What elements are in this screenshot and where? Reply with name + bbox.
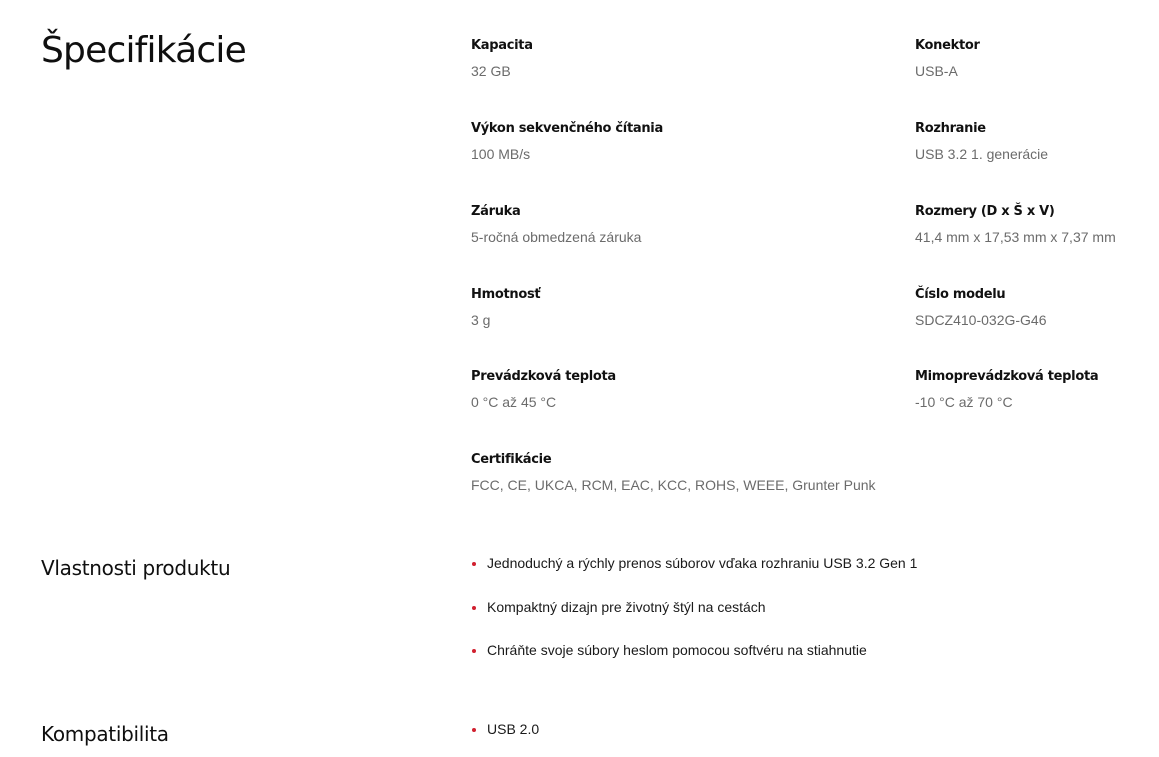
spec-interface — [915, 121, 1155, 163]
spec-model-number — [915, 287, 1155, 329]
spec-value: 100 MB/s — [471, 146, 531, 162]
spec-value: 5-ročná obmedzená záruka — [471, 229, 642, 245]
features-title: Vlastnosti produktu — [41, 556, 231, 580]
spec-label: Rozhranie — [915, 121, 986, 136]
bullet-dot-icon — [472, 606, 476, 610]
spec-label: Mimoprevádzková teplota — [915, 369, 1099, 384]
spec-operating-temp — [471, 369, 891, 411]
spec-value: USB 3.2 1. generácie — [915, 146, 1049, 162]
bullet-dot-icon — [472, 728, 476, 732]
spec-value: FCC, CE, UKCA, RCM, EAC, KCC, ROHS, WEEE, Grunter Punk — [471, 477, 876, 493]
list-item-text: Kompaktný dizajn pre životný štýl na cestách — [487, 598, 766, 615]
spec-label: Prevádzková teplota — [471, 369, 616, 384]
list-item-text: USB 2.0 — [487, 721, 540, 737]
features-list — [471, 555, 917, 686]
spec-label: Kapacita — [471, 38, 533, 53]
spec-value: SDCZ410-032G-G46 — [915, 312, 1047, 328]
spec-weight — [471, 287, 891, 329]
spec-label: Číslo modelu — [915, 287, 1006, 302]
bullet-dot-icon — [472, 649, 476, 653]
spec-label: Záruka — [471, 204, 521, 219]
compatibility-list — [471, 721, 539, 738]
list-item — [471, 555, 917, 572]
list-item-text: Chráňte svoje súbory heslom pomocou softvéru na stiahnutie — [487, 642, 867, 658]
spec-dimensions — [915, 204, 1155, 246]
spec-value: 0 °C až 45 °C — [471, 394, 557, 410]
spec-certifications — [471, 452, 891, 494]
spec-label: Konektor — [915, 38, 980, 53]
spec-value: USB-A — [915, 63, 958, 79]
spec-label: Hmotnosť — [471, 287, 541, 302]
spec-connector — [915, 38, 1155, 80]
spec-value: 3 g — [471, 312, 491, 328]
bullet-dot-icon — [472, 562, 476, 566]
list-item — [471, 721, 539, 738]
spec-warranty — [471, 204, 891, 246]
list-item-text: Jednoduchý a rýchly prenos súborov vďaka rozhraniu USB 3.2 Gen 1 — [487, 555, 918, 571]
spec-value: 32 GB — [471, 63, 511, 79]
spec-capacity — [471, 38, 891, 80]
spec-value: -10 °C až 70 °C — [915, 394, 1013, 410]
spec-read-speed — [471, 121, 891, 163]
spec-non-operating-temp — [915, 369, 1155, 411]
spec-label: Rozmery (D x Š x V) — [915, 204, 1055, 219]
spec-value: 41,4 mm x 17,53 mm x 7,37 mm — [915, 229, 1116, 245]
list-item — [471, 599, 917, 616]
list-item — [471, 642, 917, 659]
spec-label: Certifikácie — [471, 452, 552, 467]
compatibility-title: Kompatibilita — [41, 722, 169, 746]
specifications-title: Špecifikácie — [41, 30, 246, 71]
spec-label: Výkon sekvenčného čítania — [471, 121, 663, 136]
